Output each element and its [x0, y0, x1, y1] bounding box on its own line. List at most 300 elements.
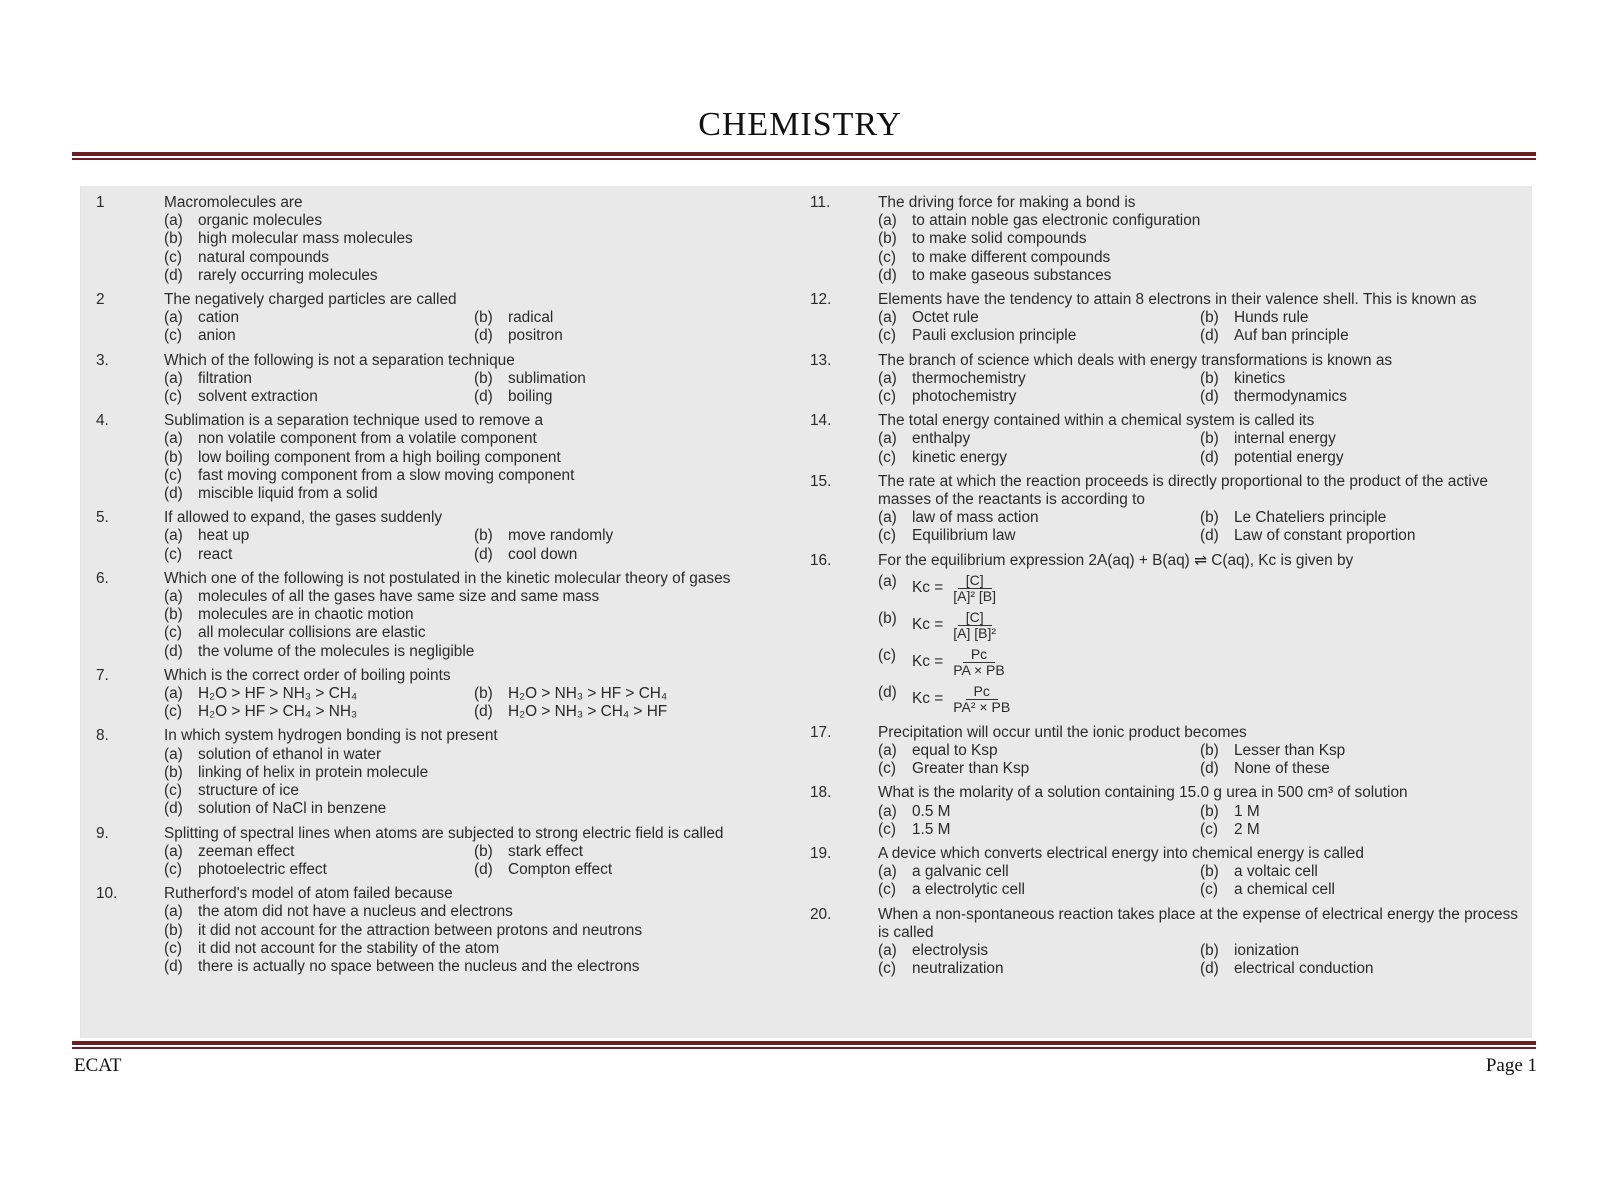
option-text: photochemistry [912, 388, 1017, 406]
options-list [878, 942, 1522, 978]
question-item [96, 352, 784, 407]
option-label: (d) [1200, 760, 1219, 778]
question-item [810, 845, 1522, 900]
options-list [164, 843, 784, 879]
fraction-denominator: PA² × PB [953, 698, 1011, 715]
options-list [164, 903, 784, 976]
footer-rule-thin [72, 1047, 1536, 1049]
option-text: Auf ban principle [1234, 327, 1349, 345]
option-label: (d) [164, 957, 183, 975]
footer-exam-name: ECAT [74, 1055, 122, 1076]
option-item [164, 527, 474, 545]
option-text: anion [198, 327, 236, 345]
option-label: (d) [474, 327, 493, 345]
option-text: non volatile component from a volatile component [198, 430, 537, 448]
option-text: molecules of all the gases have same size and same mass [198, 588, 600, 606]
option-label: (b) [1200, 863, 1219, 881]
option-label: (a) [878, 802, 897, 820]
question-item [810, 784, 1522, 839]
option-item [474, 546, 784, 564]
option-label: (a) [164, 527, 183, 545]
question-item [810, 473, 1522, 546]
option-item [164, 388, 474, 406]
option-item [164, 861, 474, 879]
option-text: law of mass action [912, 509, 1039, 527]
option-text: structure of ice [198, 782, 299, 800]
option-label: (b) [1200, 430, 1219, 448]
option-item [474, 703, 784, 721]
option-label: (a) [164, 212, 183, 230]
option-label: (c) [878, 760, 896, 778]
options-list [164, 309, 784, 345]
question-item [810, 291, 1522, 346]
fraction-denominator: [A]² [B] [953, 587, 997, 604]
option-text: sublimation [508, 369, 586, 387]
option-text: solution of ethanol in water [198, 745, 382, 763]
option-item [878, 960, 1200, 978]
option-label: (b) [1200, 942, 1219, 960]
option-label: (c) [164, 860, 182, 878]
option-label: (c) [164, 545, 182, 563]
question-text: When a non-spontaneous reaction takes place at the expense of electrical energy the process is called [878, 905, 1518, 941]
question-number: 2 [96, 291, 105, 309]
option-item [164, 249, 784, 267]
option-item [878, 647, 1522, 678]
option-text: zeeman effect [198, 842, 295, 860]
option-label: (a) [164, 430, 183, 448]
option-text: react [198, 545, 233, 563]
fraction-denominator: PA × PB [953, 661, 1005, 678]
option-text: thermochemistry [912, 369, 1026, 387]
option-text: heat up [198, 527, 250, 545]
option-label: (a) [164, 842, 183, 860]
option-label: (b) [878, 609, 897, 627]
question-item [96, 885, 784, 976]
option-text: positron [508, 327, 563, 345]
options-list [878, 742, 1522, 778]
left-question-column [96, 194, 784, 982]
option-item [878, 760, 1200, 778]
option-item [164, 267, 784, 285]
question-item [96, 570, 784, 661]
option-text: a galvanic cell [912, 863, 1009, 881]
option-text: fast moving component from a slow moving component [198, 466, 575, 484]
option-item [878, 327, 1200, 345]
option-item [164, 746, 784, 764]
option-label: (c) [878, 960, 896, 978]
option-text: linking of helix in protein molecule [198, 763, 429, 781]
option-label: (b) [474, 527, 493, 545]
option-item [164, 449, 784, 467]
formula-fraction [947, 647, 1011, 678]
option-item [878, 230, 1522, 248]
option-item [878, 610, 1522, 641]
option-text: internal energy [1234, 430, 1336, 448]
option-label: (d) [1200, 960, 1219, 978]
question-item [96, 509, 784, 564]
option-text: Greater than Ksp [912, 760, 1030, 778]
option-text: all molecular collisions are elastic [198, 624, 426, 642]
options-list [878, 212, 1522, 285]
option-item [164, 903, 784, 921]
option-text: potential energy [1234, 448, 1344, 466]
formula-fraction [947, 684, 1016, 715]
option-item [1200, 803, 1522, 821]
option-item [474, 861, 784, 879]
question-item [810, 906, 1522, 979]
question-number: 15. [810, 472, 832, 490]
option-label: (d) [164, 485, 183, 503]
option-label: (c) [878, 881, 896, 899]
option-item [474, 388, 784, 406]
option-label: (d) [474, 703, 493, 721]
option-item [1200, 430, 1522, 448]
option-item [474, 685, 784, 703]
option-label: (b) [164, 606, 183, 624]
question-text: For the equilibrium expression 2A(aq) + B(aq) ⇌ C(aq), Kc is given by [878, 551, 1354, 569]
question-number: 1 [96, 194, 105, 211]
options-list [164, 685, 784, 721]
option-label: (c) [164, 624, 182, 642]
option-item [1200, 388, 1522, 406]
option-text: molecules are in chaotic motion [198, 606, 414, 624]
formula-prefix: Kc = [912, 579, 944, 597]
option-item [1200, 370, 1522, 388]
option-text: Law of constant proportion [1234, 527, 1416, 545]
option-item [1200, 881, 1522, 899]
option-label: (d) [1200, 327, 1219, 345]
option-label: (a) [878, 572, 897, 590]
options-list [878, 370, 1522, 406]
option-text: rarely occurring molecules [198, 266, 378, 284]
option-item [1200, 821, 1522, 839]
option-label: (b) [164, 230, 183, 248]
question-item [810, 412, 1522, 467]
question-item [96, 825, 784, 880]
option-item [1200, 527, 1522, 545]
option-item [164, 685, 474, 703]
option-label: (b) [1200, 802, 1219, 820]
formula-fraction [947, 573, 1002, 604]
option-item [164, 588, 784, 606]
option-label: (c) [164, 782, 182, 800]
option-text: Equilibrium law [912, 527, 1016, 545]
question-number: 4. [96, 412, 109, 430]
fraction-numerator: Pc [963, 647, 995, 663]
option-label: (a) [878, 369, 897, 387]
option-label: (a) [164, 588, 183, 606]
option-text: solvent extraction [198, 388, 318, 406]
option-item [164, 546, 474, 564]
option-label: (c) [878, 448, 896, 466]
option-label: (a) [164, 685, 183, 703]
footer-rule-thick [72, 1041, 1536, 1045]
option-text: organic molecules [198, 212, 323, 230]
option-label: (d) [1200, 448, 1219, 466]
option-item [164, 485, 784, 503]
option-text: cool down [508, 545, 578, 563]
question-item [810, 724, 1522, 779]
option-label: (c) [164, 388, 182, 406]
option-text: filtration [198, 369, 252, 387]
header-rule-thin [72, 158, 1536, 160]
option-label: (a) [878, 309, 897, 327]
option-text: equal to Ksp [912, 742, 998, 760]
option-item [878, 509, 1200, 527]
option-text: to make solid compounds [912, 230, 1087, 248]
option-item [164, 940, 784, 958]
option-label: (d) [474, 545, 493, 563]
option-item [1200, 863, 1522, 881]
option-item [164, 212, 784, 230]
option-text: H₂O > HF > CH₄ > NH₃ [198, 703, 358, 721]
question-number: 10. [96, 885, 118, 903]
option-label: (b) [1200, 509, 1219, 527]
option-label: (a) [878, 863, 897, 881]
option-item [164, 606, 784, 624]
option-label: (b) [164, 921, 183, 939]
question-text: Sublimation is a separation technique used to remove a [164, 412, 544, 430]
question-item [96, 194, 784, 285]
option-label: (c) [878, 248, 896, 266]
question-number: 18. [810, 784, 832, 802]
option-text: miscible liquid from a solid [198, 485, 378, 503]
option-item [878, 309, 1200, 327]
option-item [164, 922, 784, 940]
option-item [878, 430, 1200, 448]
option-formula [912, 610, 1002, 641]
option-label: (c) [1200, 820, 1218, 838]
option-label: (a) [878, 742, 897, 760]
footer-page-number: Page 1 [1485, 1055, 1537, 1076]
option-text: Le Chateliers principle [1234, 509, 1387, 527]
option-item [164, 703, 474, 721]
option-item [164, 843, 474, 861]
option-label: (c) [164, 327, 182, 345]
question-number: 13. [810, 351, 832, 369]
option-item [878, 881, 1200, 899]
option-label: (d) [474, 860, 493, 878]
question-text: Macromolecules are [164, 194, 303, 211]
option-item [474, 527, 784, 545]
option-label: (a) [164, 309, 183, 327]
question-text: What is the molarity of a solution containing 15.0 g urea in 500 cm³ of solution [878, 784, 1408, 802]
option-text: cation [198, 309, 240, 327]
option-label: (b) [164, 448, 183, 466]
option-item [474, 327, 784, 345]
option-label: (b) [474, 685, 493, 703]
question-number: 3. [96, 351, 109, 369]
option-text: H₂O > NH₃ > HF > CH₄ [508, 685, 668, 703]
option-text: solution of NaCl in benzene [198, 800, 387, 818]
question-text: Which of the following is not a separation technique [164, 351, 515, 369]
option-text: H₂O > HF > NH₃ > CH₄ [198, 685, 358, 703]
option-text: there is actually no space between the nucleus and the electrons [198, 957, 640, 975]
question-number: 8. [96, 727, 109, 745]
option-text: electrolysis [912, 942, 989, 960]
option-text: natural compounds [198, 248, 329, 266]
option-label: (b) [474, 309, 493, 327]
question-number: 5. [96, 509, 109, 527]
option-text: the volume of the molecules is negligible [198, 642, 475, 660]
option-label: (c) [878, 820, 896, 838]
formula-prefix: Kc = [912, 616, 944, 634]
option-item [1200, 942, 1522, 960]
option-label: (b) [1200, 742, 1219, 760]
right-question-column [810, 194, 1522, 985]
question-number: 14. [810, 412, 832, 430]
option-item [474, 309, 784, 327]
option-text: kinetic energy [912, 448, 1007, 466]
option-text: it did not account for the stability of the atom [198, 939, 500, 957]
option-text: kinetics [1234, 369, 1286, 387]
option-item [164, 230, 784, 248]
question-number: 12. [810, 291, 832, 309]
fraction-numerator: Pc [966, 684, 998, 700]
option-text: a voltaic cell [1234, 863, 1318, 881]
option-text: 2 M [1234, 820, 1260, 838]
option-item [878, 942, 1200, 960]
fraction-numerator: [C] [958, 610, 992, 626]
option-text: None of these [1234, 760, 1330, 778]
question-number: 9. [96, 824, 109, 842]
option-label: (d) [164, 642, 183, 660]
question-text: Precipitation will occur until the ionic product becomes [878, 723, 1247, 741]
option-item [164, 327, 474, 345]
option-formula [912, 573, 1002, 604]
option-label: (d) [474, 388, 493, 406]
option-item [878, 388, 1200, 406]
question-text: Splitting of spectral lines when atoms are subjected to strong electric field is called [164, 824, 724, 842]
options-list [878, 863, 1522, 899]
option-label: (b) [474, 842, 493, 860]
question-text: A device which converts electrical energy into chemical energy is called [878, 845, 1364, 863]
option-item [878, 212, 1522, 230]
option-label: (c) [164, 939, 182, 957]
option-label: (a) [164, 369, 183, 387]
option-item [878, 863, 1200, 881]
option-item [1200, 960, 1522, 978]
option-label: (c) [164, 466, 182, 484]
question-text: Elements have the tendency to attain 8 electrons in their valence shell. This is known as [878, 291, 1477, 309]
option-item [878, 249, 1522, 267]
option-label: (a) [878, 212, 897, 230]
option-item [878, 803, 1200, 821]
option-text: 1 M [1234, 802, 1260, 820]
option-label: (b) [1200, 309, 1219, 327]
option-label: (d) [164, 266, 183, 284]
option-text: Pauli exclusion principle [912, 327, 1077, 345]
option-item [474, 843, 784, 861]
question-item [96, 667, 784, 722]
option-label: (c) [878, 527, 896, 545]
option-label: (b) [878, 230, 897, 248]
option-text: move randomly [508, 527, 614, 545]
option-text: Lesser than Ksp [1234, 742, 1346, 760]
option-text: a chemical cell [1234, 881, 1335, 899]
formula-fraction [947, 610, 1002, 641]
option-text: Compton effect [508, 860, 613, 878]
option-text: boiling [508, 388, 553, 406]
option-text: stark effect [508, 842, 583, 860]
option-item [164, 309, 474, 327]
option-label: (d) [878, 683, 897, 701]
option-label: (c) [164, 248, 182, 266]
option-text: 0.5 M [912, 802, 951, 820]
option-text: low boiling component from a high boiling component [198, 448, 561, 466]
page-title: CHEMISTRY [698, 106, 902, 143]
option-label: (a) [164, 745, 183, 763]
question-text: Rutherford's model of atom failed because [164, 885, 453, 903]
question-text: The negatively charged particles are called [164, 291, 457, 309]
option-item [164, 467, 784, 485]
option-formula [912, 684, 1016, 715]
question-text: If allowed to expand, the gases suddenly [164, 509, 443, 527]
options-list [164, 212, 784, 285]
options-list [164, 430, 784, 503]
question-number: 19. [810, 845, 832, 863]
option-label: (c) [1200, 881, 1218, 899]
question-item [96, 412, 784, 503]
options-list [878, 509, 1522, 545]
option-label: (c) [164, 703, 182, 721]
question-item [810, 194, 1522, 285]
question-text: The rate at which the reaction proceeds is directly proportional to the product of the active masses of the reactants is according to [878, 472, 1488, 509]
option-label: (b) [164, 763, 183, 781]
options-list [164, 370, 784, 406]
question-text: Which one of the following is not postulated in the kinetic molecular theory of gases [164, 569, 731, 587]
fraction-numerator: [C] [958, 573, 992, 589]
options-list [878, 803, 1522, 839]
option-item [1200, 309, 1522, 327]
question-text: In which system hydrogen bonding is not present [164, 727, 498, 745]
option-item [1200, 449, 1522, 467]
question-item [96, 727, 784, 818]
option-text: Octet rule [912, 309, 979, 327]
question-number: 6. [96, 569, 109, 587]
option-label: (a) [878, 942, 897, 960]
option-text: 1.5 M [912, 820, 951, 838]
option-text: to make different compounds [912, 248, 1111, 266]
option-item [1200, 742, 1522, 760]
option-item [164, 782, 784, 800]
option-text: to attain noble gas electronic configuration [912, 212, 1201, 230]
option-item [164, 430, 784, 448]
option-label: (c) [878, 646, 896, 664]
option-text: it did not account for the attraction between protons and neutrons [198, 921, 643, 939]
question-number: 7. [96, 666, 109, 684]
option-item [164, 643, 784, 661]
header-rule-thick [72, 152, 1536, 156]
option-text: neutralization [912, 960, 1004, 978]
question-item [810, 352, 1522, 407]
option-item [878, 370, 1200, 388]
option-label: (a) [878, 509, 897, 527]
option-label: (d) [878, 266, 897, 284]
option-item [1200, 327, 1522, 345]
option-label: (a) [878, 430, 897, 448]
question-item [96, 291, 784, 346]
option-item [878, 449, 1200, 467]
option-text: H₂O > NH₃ > CH₄ > HF [508, 703, 668, 721]
option-text: radical [508, 309, 554, 327]
option-label: (c) [878, 388, 896, 406]
option-text: electrical conduction [1234, 960, 1374, 978]
scanned-question-sheet [80, 186, 1532, 1038]
option-item [878, 267, 1522, 285]
option-item [164, 764, 784, 782]
option-item [878, 742, 1200, 760]
